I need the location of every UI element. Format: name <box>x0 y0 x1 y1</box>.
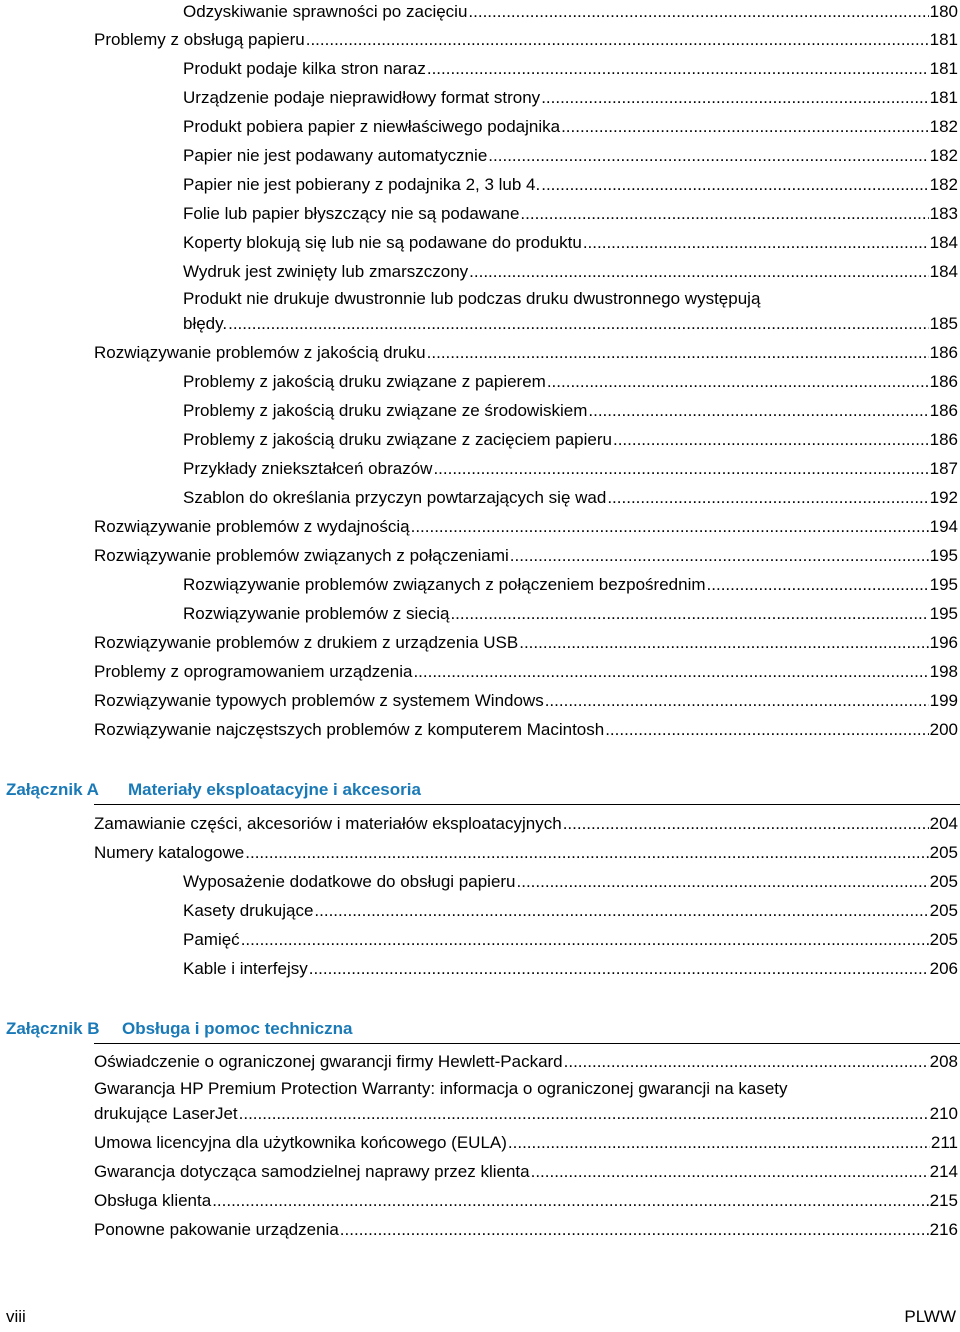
toc-entry[interactable] <box>94 1132 958 1154</box>
appendix-a-label: Załącznik A <box>6 780 99 799</box>
toc-entry-page: 199 <box>929 691 958 710</box>
toc-entry-title: Odzyskiwanie sprawności po zacięciu <box>183 2 468 21</box>
toc-entry[interactable] <box>94 1051 958 1073</box>
toc-entry-title: Rozwiązywanie najczęstszych problemów z komputerem Macintosh <box>94 720 605 739</box>
toc-entry-title: Szablon do określania przyczyn powtarzających się wad <box>183 488 607 507</box>
toc-leader <box>605 719 928 741</box>
toc-entry-page: 216 <box>929 1220 958 1239</box>
toc-entry-title: Problemy z oprogramowaniem urządzenia <box>94 662 413 681</box>
toc-entry[interactable] <box>183 900 958 922</box>
appendix-b-title: Obsługa i pomoc techniczna <box>122 1019 353 1038</box>
toc-entry-title: Problemy z jakością druku związane ze środowiskiem <box>183 401 588 420</box>
toc-leader <box>241 929 929 951</box>
toc-leader <box>413 661 928 683</box>
toc-entry-page: 181 <box>929 88 958 107</box>
toc-leader <box>520 203 928 225</box>
toc-entry[interactable] <box>94 29 958 51</box>
toc-leader <box>245 842 928 864</box>
toc-entry-page: 187 <box>929 459 958 478</box>
toc-entry-title: Produkt pobiera papier z niewłaściwego podajnika <box>183 117 561 136</box>
toc-entry-page: 184 <box>929 233 958 252</box>
toc-entry-title: Umowa licencyjna dla użytkownika końcowego (EULA) <box>94 1133 507 1152</box>
toc-leader <box>508 1132 930 1154</box>
toc-leader <box>340 1219 929 1241</box>
toc-entry-title: Rozwiązywanie problemów z siecią <box>183 604 450 623</box>
toc-entry-title: Rozwiązywanie problemów związanych z połączeniami <box>94 546 509 565</box>
toc-entry-page: 196 <box>929 633 958 652</box>
toc-entry[interactable] <box>183 371 958 393</box>
toc-entry[interactable] <box>183 116 958 138</box>
toc-leader <box>212 1190 928 1212</box>
toc-entry-title: Papier nie jest pobierany z podajnika 2, 3 lub 4. <box>183 175 541 194</box>
toc-leader <box>239 1103 929 1125</box>
toc-entry-page: 186 <box>929 430 958 449</box>
toc-entry[interactable] <box>183 603 958 625</box>
toc-entry[interactable] <box>94 813 958 835</box>
toc-entry-title: Rozwiązywanie problemów z wydajnością <box>94 517 410 536</box>
toc-entry-title: Wydruk jest zwinięty lub zmarszczony <box>183 262 469 281</box>
toc-leader <box>468 1 928 23</box>
toc-leader <box>488 145 928 167</box>
toc-entry-page: 182 <box>929 146 958 165</box>
toc-entry-page: 195 <box>929 546 958 565</box>
toc-leader <box>561 116 929 138</box>
toc-leader <box>510 545 929 567</box>
toc-entry[interactable] <box>94 545 958 567</box>
toc-entry[interactable] <box>94 1190 958 1212</box>
toc-entry-page: 182 <box>929 175 958 194</box>
toc-entry[interactable] <box>183 574 958 596</box>
toc-entry-title: Folie lub papier błyszczący nie są podawane <box>183 204 520 223</box>
toc-leader <box>519 632 928 654</box>
toc-leader <box>563 813 929 835</box>
toc-entry-page: 195 <box>929 604 958 623</box>
toc-entry-title: Koperty blokują się lub nie są podawane do produktu <box>183 233 582 252</box>
toc-entry[interactable] <box>183 87 958 109</box>
toc-entry-title: Wyposażenie dodatkowe do obsługi papieru <box>183 872 516 891</box>
appendix-a-title: Materiały eksploatacyjne i akcesoria <box>128 780 421 799</box>
toc-entry-page: 186 <box>929 401 958 420</box>
toc-leader <box>427 342 929 364</box>
toc-leader <box>433 458 928 480</box>
toc-entry-page: 215 <box>929 1191 958 1210</box>
footer-page-number: viii <box>6 1307 26 1326</box>
toc-entry-page: 198 <box>929 662 958 681</box>
toc-entry-page: 195 <box>929 575 958 594</box>
toc-entry[interactable] <box>94 342 958 364</box>
toc-leader <box>547 371 929 393</box>
toc-entry-title: Rozwiązywanie problemów z jakością druku <box>94 343 426 362</box>
toc-entry[interactable] <box>94 690 958 712</box>
toc-entry-page: 205 <box>929 872 958 891</box>
toc-entry-title: Rozwiązywanie problemów z drukiem z urządzenia USB <box>94 633 519 652</box>
toc-entry[interactable] <box>94 661 958 683</box>
toc-leader <box>427 58 929 80</box>
toc-entry-page: 200 <box>929 720 958 739</box>
toc-leader <box>228 313 929 335</box>
toc-entry[interactable] <box>94 842 958 864</box>
toc-entry[interactable] <box>183 174 958 196</box>
toc-entry-title: Problemy z jakością druku związane z papierem <box>183 372 546 391</box>
toc-leader <box>607 487 928 509</box>
toc-leader <box>564 1051 929 1073</box>
toc-entry-title: Obsługa klienta <box>94 1191 212 1210</box>
toc-leader <box>545 690 929 712</box>
toc-entry-page: 181 <box>929 59 958 78</box>
toc-entry[interactable] <box>94 719 958 741</box>
toc-entry[interactable] <box>183 232 958 254</box>
toc-entry-title: Gwarancja dotycząca samodzielnej naprawy przez klienta <box>94 1162 530 1181</box>
toc-entry-title-line1[interactable]: Gwarancja HP Premium Protection Warranty: informacja o ograniczonej gwarancji na kasety <box>94 1079 788 1098</box>
toc-entry[interactable] <box>183 929 958 951</box>
toc-entry-title: Pamięć <box>183 930 240 949</box>
appendix-a-rule <box>94 804 960 805</box>
toc-entry[interactable] <box>183 400 958 422</box>
appendix-a-heading[interactable] <box>6 778 421 802</box>
toc-entry-page: 214 <box>929 1162 958 1181</box>
toc-entry-page: 208 <box>929 1052 958 1071</box>
toc-entry-title-line1[interactable]: Produkt nie drukuje dwustronnie lub podczas druku dwustronnego występują <box>183 289 761 308</box>
toc-entry-title: Produkt podaje kilka stron naraz <box>183 59 426 78</box>
toc-leader <box>613 429 929 451</box>
toc-leader <box>583 232 929 254</box>
toc-entry-page: 205 <box>929 901 958 920</box>
toc-leader <box>314 900 928 922</box>
toc-leader <box>531 1161 929 1183</box>
toc-entry[interactable] <box>183 871 958 893</box>
toc-entry[interactable] <box>183 487 958 509</box>
toc-entry-page: 180 <box>929 2 958 21</box>
toc-entry[interactable] <box>183 261 958 283</box>
toc-leader <box>588 400 928 422</box>
toc-entry-page: 192 <box>929 488 958 507</box>
toc-entry[interactable] <box>94 1219 958 1241</box>
toc-entry[interactable] <box>94 1161 958 1183</box>
toc-entry-page: 211 <box>930 1133 958 1152</box>
toc-entry-title: Kasety drukujące <box>183 901 314 920</box>
toc-entry[interactable] <box>183 145 958 167</box>
toc-leader <box>309 958 929 980</box>
toc-entry-title-line2: drukujące LaserJet <box>94 1104 238 1123</box>
toc-entry[interactable] <box>183 58 958 80</box>
toc-entry[interactable] <box>183 313 958 335</box>
toc-entry[interactable] <box>183 458 958 480</box>
toc-leader <box>469 261 928 283</box>
toc-entry-page: 205 <box>929 843 958 862</box>
toc-entry-page: 204 <box>929 814 958 833</box>
toc-entry-page: 184 <box>929 262 958 281</box>
appendix-b-heading[interactable] <box>6 1017 353 1041</box>
toc-entry-title: Papier nie jest podawany automatycznie <box>183 146 488 165</box>
toc-entry-title: Problemy z jakością druku związane z zacięciem papieru <box>183 430 612 449</box>
toc-entry-title: Kable i interfejsy <box>183 959 308 978</box>
toc-entry[interactable] <box>183 429 958 451</box>
toc-leader <box>517 871 929 893</box>
toc-entry-title: Rozwiązywanie problemów związanych z połączeniem bezpośrednim <box>183 575 706 594</box>
toc-leader <box>411 516 929 538</box>
toc-entry-title: Rozwiązywanie typowych problemów z systemem Windows <box>94 691 544 710</box>
toc-leader <box>450 603 928 625</box>
toc-entry-title: Ponowne pakowanie urządzenia <box>94 1220 339 1239</box>
toc-entry-page: 210 <box>929 1104 958 1123</box>
toc-entry-title: Zamawianie części, akcesoriów i materiałów eksploatacyjnych <box>94 814 562 833</box>
toc-entry[interactable] <box>94 632 958 654</box>
toc-entry-page: 205 <box>929 930 958 949</box>
toc-entry-page: 181 <box>929 30 958 49</box>
toc-entry-title: Oświadczenie o ograniczonej gwarancji firmy Hewlett-Packard <box>94 1052 563 1071</box>
toc-entry-title-line2: błędy. <box>183 314 228 333</box>
toc-leader <box>306 29 929 51</box>
toc-leader <box>541 87 928 109</box>
toc-entry-title: Przykłady zniekształceń obrazów <box>183 459 433 478</box>
toc-entry-page: 206 <box>929 959 958 978</box>
toc-entry[interactable] <box>183 1 958 23</box>
toc-entry-title: Problemy z obsługą papieru <box>94 30 305 49</box>
toc-entry-title: Urządzenie podaje nieprawidłowy format strony <box>183 88 541 107</box>
toc-entry-page: 183 <box>929 204 958 223</box>
toc-entry-page: 185 <box>929 314 958 333</box>
toc-entry[interactable] <box>94 516 958 538</box>
toc-leader <box>541 174 928 196</box>
toc-entry[interactable] <box>94 1103 958 1125</box>
toc-entry-page: 194 <box>929 517 958 536</box>
toc-entry[interactable] <box>183 958 958 980</box>
toc-entry-title: Numery katalogowe <box>94 843 245 862</box>
toc-entry-page: 186 <box>929 372 958 391</box>
footer-code: PLWW <box>904 1307 956 1326</box>
toc-entry-page: 182 <box>929 117 958 136</box>
toc-entry[interactable] <box>183 203 958 225</box>
appendix-b-label: Załącznik B <box>6 1019 100 1038</box>
toc-leader <box>707 574 929 596</box>
toc-entry-page: 186 <box>929 343 958 362</box>
appendix-b-rule <box>94 1043 960 1044</box>
